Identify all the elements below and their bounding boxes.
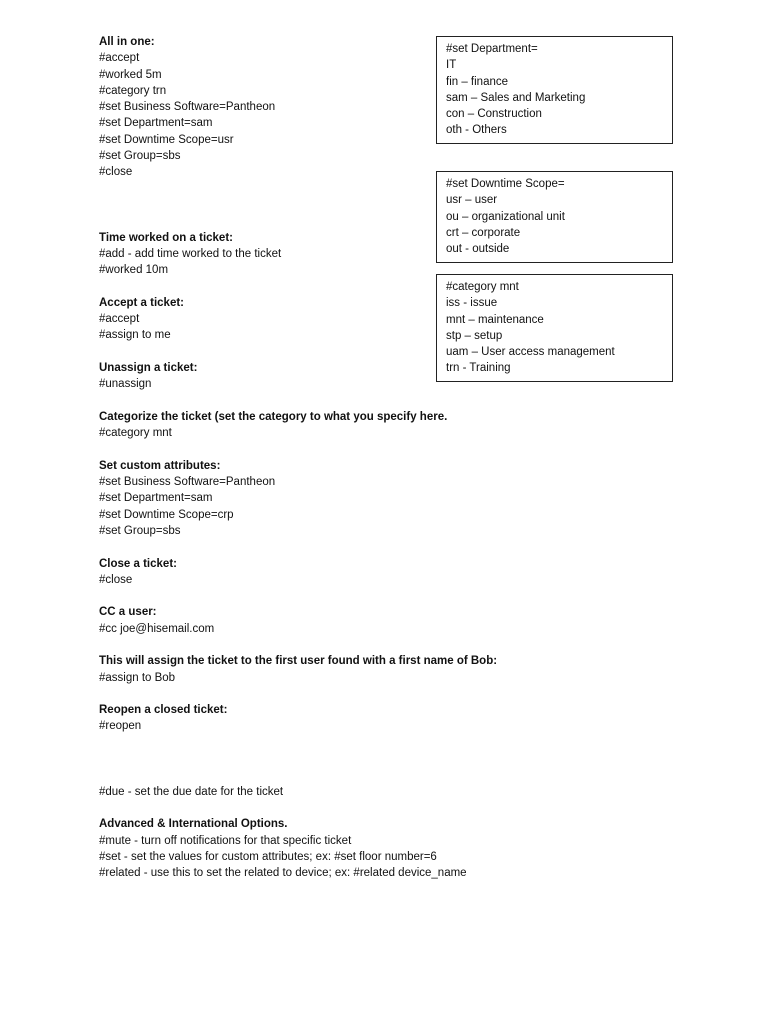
- command-line: #close: [99, 573, 133, 586]
- section-heading: CC a user:: [99, 606, 157, 619]
- command-line: #related - use this to set the related to device; ex: #related device_name: [99, 867, 467, 880]
- command-line: #set Department=sam: [99, 492, 213, 505]
- command-line: #worked 5m: [99, 68, 162, 81]
- box-line: out - outside: [446, 243, 510, 256]
- section-heading: Time worked on a ticket:: [99, 231, 233, 244]
- section-heading: Advanced & International Options.: [99, 818, 288, 831]
- box-line: #category mnt: [446, 281, 519, 293]
- command-line: #set Group=sbs: [99, 524, 181, 537]
- section-cc: [99, 604, 499, 637]
- section-assign-bob: [99, 653, 499, 686]
- section-heading: Categorize the ticket (set the category to what you specify here.: [99, 410, 448, 423]
- category-box: [436, 274, 673, 382]
- box-line: uam – User access management: [446, 346, 615, 359]
- instructions-column: [99, 34, 499, 881]
- box-line: trn - Training: [446, 362, 511, 375]
- box-line: mnt – maintenance: [446, 313, 544, 326]
- section-reopen: [99, 702, 499, 735]
- section-advanced: [99, 816, 499, 881]
- command-line: #assign to me: [99, 329, 171, 342]
- department-box: [436, 36, 673, 144]
- command-line: #set - set the values for custom attributes; ex: #set floor number=6: [99, 850, 437, 863]
- box-line: con – Construction: [446, 108, 542, 121]
- section-close: [99, 556, 499, 589]
- box-line: ou – organizational unit: [446, 210, 565, 223]
- command-line: #cc joe@hisemail.com: [99, 622, 215, 635]
- command-line: #category trn: [99, 84, 167, 97]
- command-line: #category mnt: [99, 427, 172, 440]
- command-line: #mute - turn off notifications for that specific ticket: [99, 834, 352, 847]
- box-line: fin – finance: [446, 75, 509, 88]
- box-line: oth - Others: [446, 124, 507, 137]
- command-line: #set Group=sbs: [99, 150, 181, 163]
- box-line: usr – user: [446, 194, 498, 207]
- command-line: #unassign: [99, 378, 152, 391]
- command-line: #accept: [99, 52, 140, 65]
- command-line: #reopen: [99, 720, 142, 733]
- box-line: #set Department=: [446, 43, 538, 55]
- section-custom-attributes: [99, 458, 499, 539]
- downtime-scope-box: [436, 171, 673, 263]
- section-categorize: [99, 409, 499, 442]
- command-line: #add - add time worked to the ticket: [99, 247, 282, 260]
- command-line: #accept: [99, 313, 140, 326]
- section-heading: All in one:: [99, 36, 155, 48]
- command-line: #set Business Software=Pantheon: [99, 101, 276, 114]
- command-line: #due - set the due date for the ticket: [99, 785, 284, 798]
- command-line: #set Downtime Scope=crp: [99, 508, 234, 521]
- command-line: #set Department=sam: [99, 117, 213, 130]
- command-line: #close: [99, 166, 133, 179]
- section-heading: Unassign a ticket:: [99, 361, 198, 374]
- box-line: sam – Sales and Marketing: [446, 91, 586, 104]
- section-heading: Accept a ticket:: [99, 296, 185, 309]
- section-heading: Set custom attributes:: [99, 459, 221, 472]
- box-line: crt – corporate: [446, 226, 521, 239]
- box-line: stp – setup: [446, 329, 503, 342]
- command-line: #set Business Software=Pantheon: [99, 476, 276, 489]
- section-heading: Reopen a closed ticket:: [99, 704, 228, 717]
- section-heading: This will assign the ticket to the first user found with a first name of Bob:: [99, 655, 498, 668]
- command-line: #worked 10m: [99, 264, 169, 277]
- command-line: #set Downtime Scope=usr: [99, 133, 234, 146]
- box-line: #set Downtime Scope=: [446, 178, 565, 190]
- box-line: iss - issue: [446, 297, 498, 310]
- section-due: [99, 784, 499, 800]
- box-line: IT: [446, 59, 457, 72]
- command-line: #assign to Bob: [99, 671, 176, 684]
- section-heading: Close a ticket:: [99, 557, 177, 570]
